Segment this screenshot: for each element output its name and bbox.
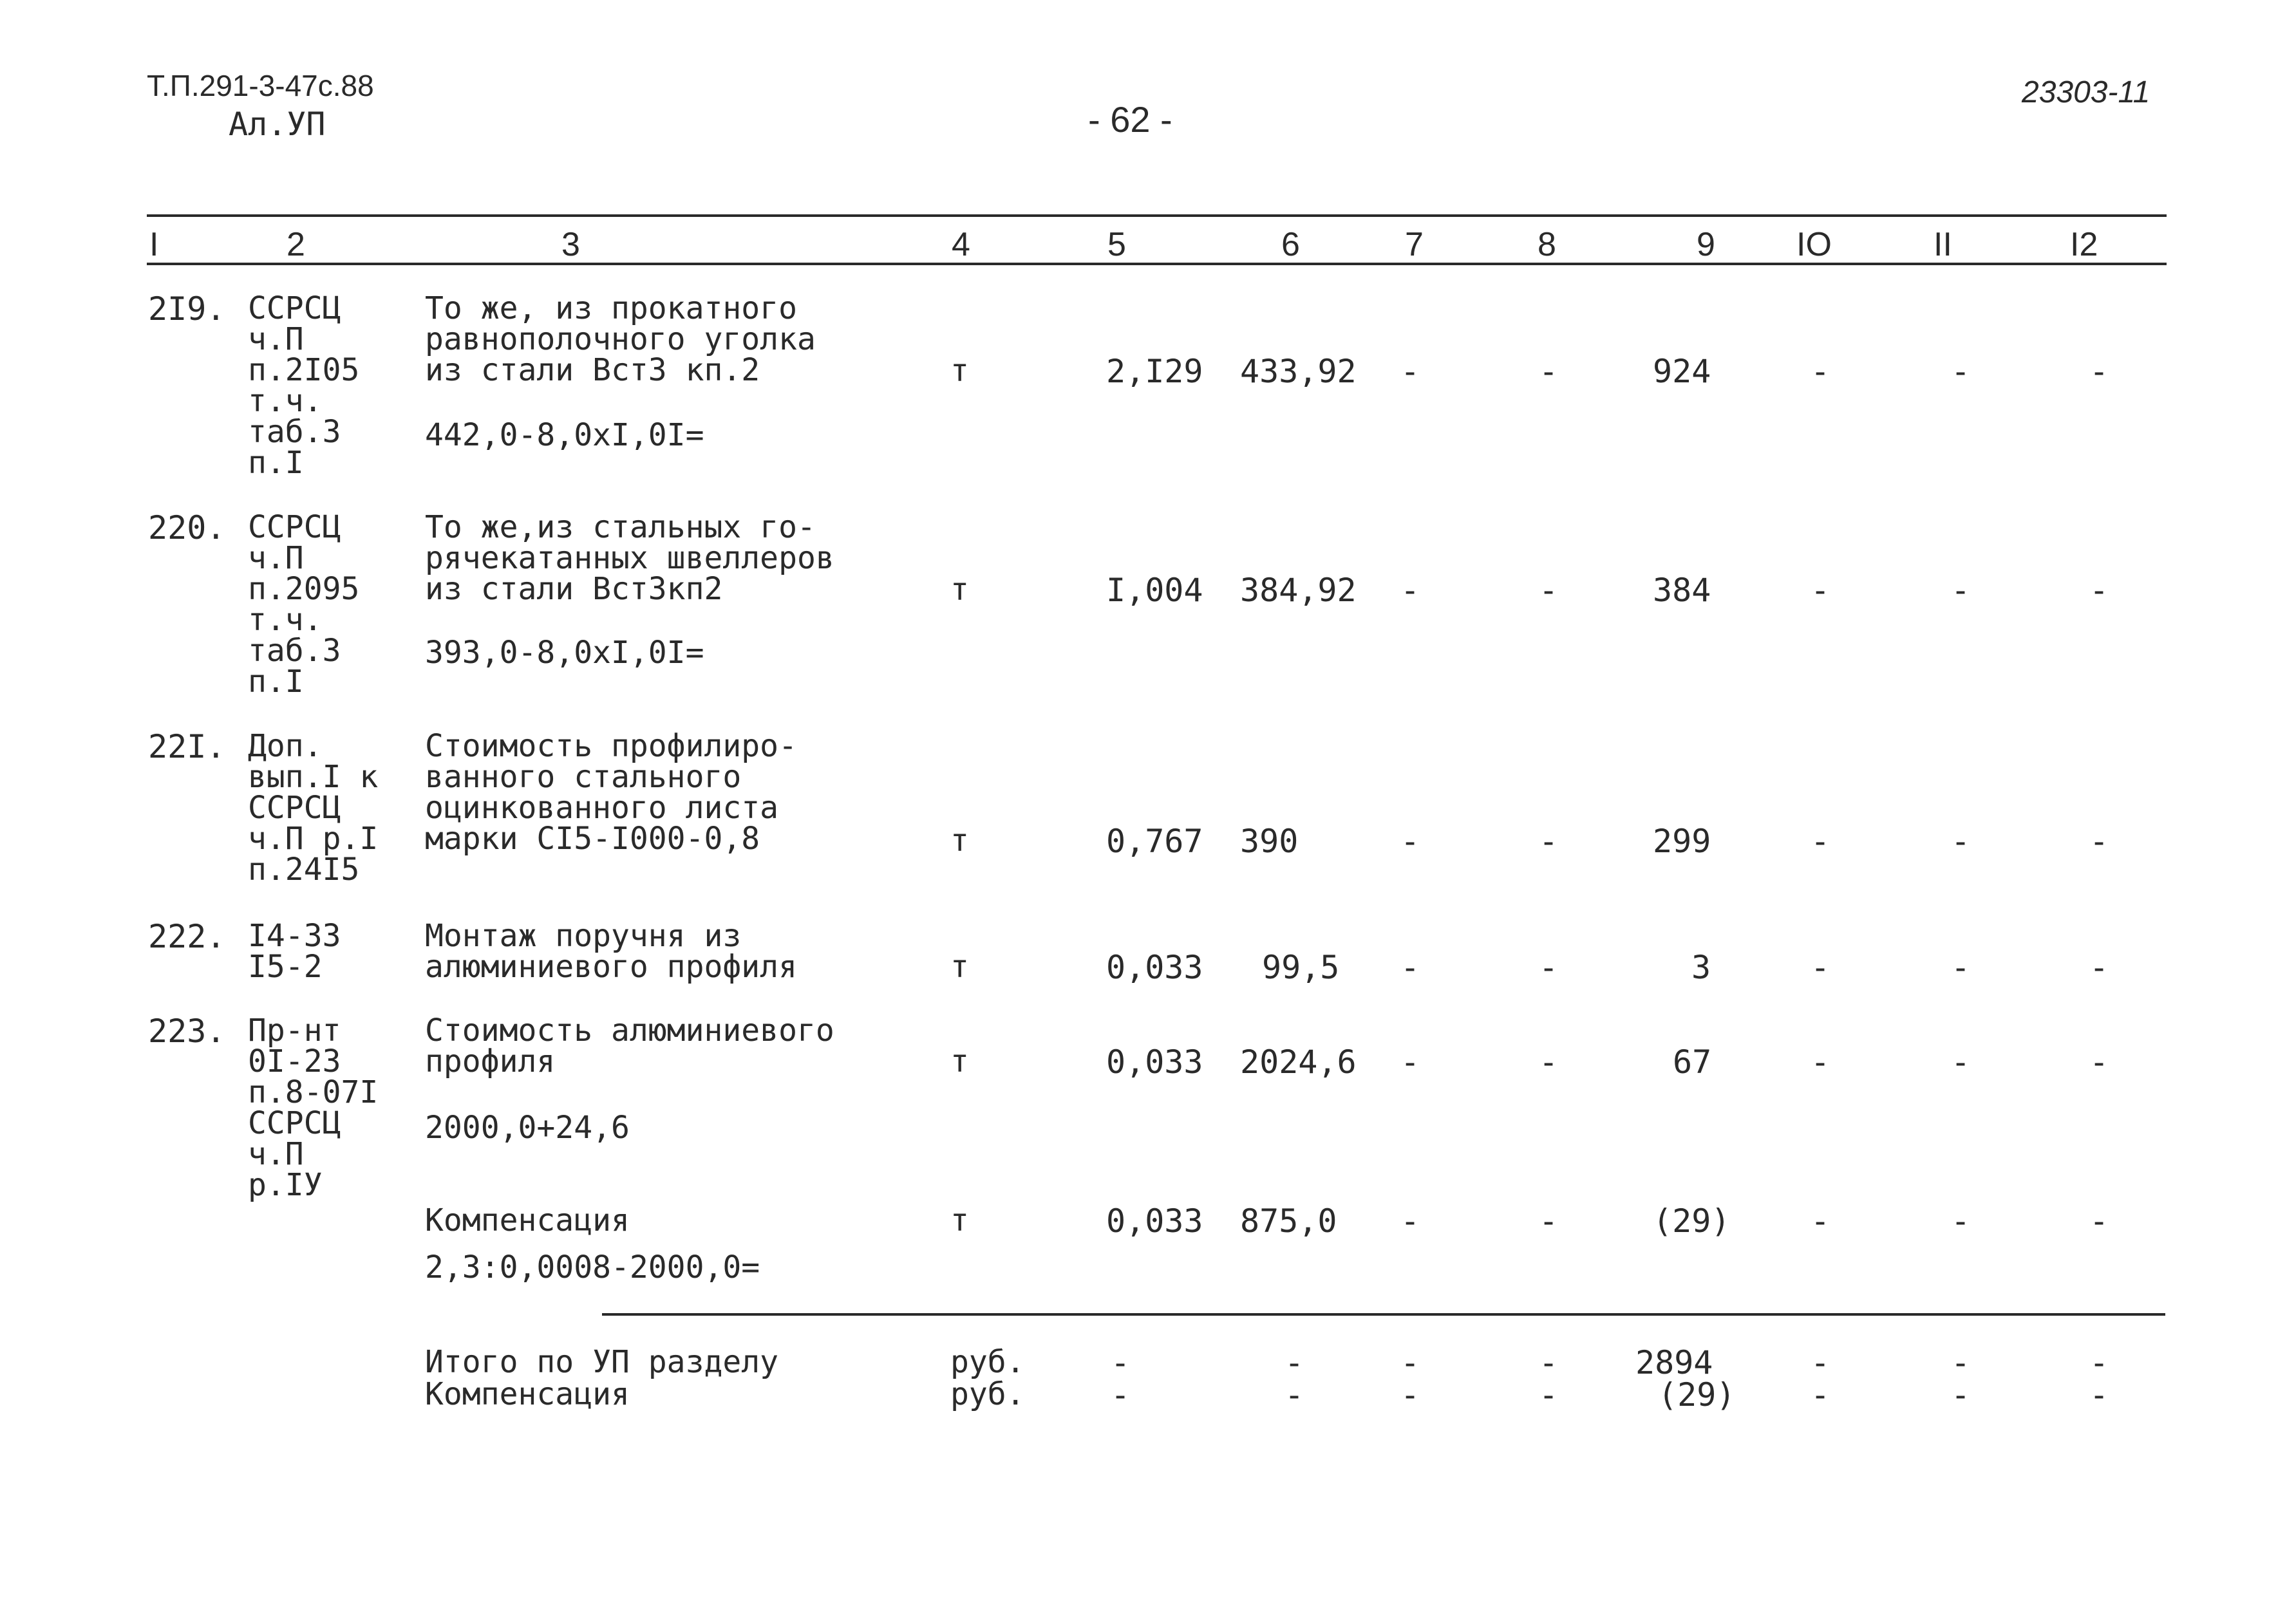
row-description: Стоимость профилиро- ванного стального оцинкованного листа марки СI5-I000-0,8: [425, 728, 797, 857]
row-col9: 299: [1653, 823, 1711, 860]
row-col12: -: [2089, 1202, 2109, 1240]
row-quantity: 2,I29: [1106, 353, 1203, 390]
row-col7: -: [1400, 1202, 1420, 1240]
row-col7: -: [1400, 1043, 1420, 1081]
totals-col6: -: [1284, 1344, 1304, 1381]
row-reference: ССРСЦ ч.П п.2I05 т.ч. таб.3 п.I: [248, 290, 360, 481]
column-header: 6: [1281, 226, 1300, 263]
row-price: 384,92: [1240, 572, 1357, 609]
row-price: 433,92: [1240, 353, 1357, 390]
row-unit: т: [950, 353, 969, 389]
row-description: Стоимость алюминиевого профиля: [425, 1013, 834, 1079]
column-header: II: [1934, 226, 1952, 263]
row-col12: -: [2089, 572, 2109, 609]
row-col12: -: [2089, 353, 2109, 390]
column-header: 2: [287, 226, 305, 263]
album-label: Ал.УП: [229, 106, 326, 143]
row-col9: 3: [1691, 949, 1711, 986]
totals-label: Итого по УП разделу: [425, 1344, 779, 1380]
row-col10: -: [1811, 353, 1830, 390]
totals-col10: -: [1811, 1344, 1830, 1381]
row-col11: -: [1951, 572, 1971, 609]
row-col8: -: [1539, 1043, 1559, 1081]
column-header: I: [149, 226, 159, 263]
row-price: 390: [1240, 823, 1299, 860]
column-header: 8: [1538, 226, 1556, 263]
totals-unit: руб.: [950, 1344, 1025, 1380]
row-price: 2024,6: [1240, 1043, 1357, 1081]
row-unit: т: [950, 823, 969, 859]
document-code: Т.П.291-3-47с.88: [147, 69, 374, 102]
row-number: 223.: [148, 1013, 226, 1050]
row-col8: -: [1539, 572, 1559, 609]
row-col11: -: [1951, 949, 1971, 986]
column-header: 4: [952, 226, 970, 263]
row-col11: -: [1951, 1043, 1971, 1081]
row-col7: -: [1400, 572, 1420, 609]
totals-col7: -: [1400, 1376, 1420, 1414]
row-quantity: 0,033: [1106, 949, 1203, 986]
totals-col12: -: [2089, 1344, 2109, 1381]
totals-rule: [602, 1313, 2165, 1316]
totals-col12: -: [2089, 1376, 2109, 1414]
row-col11: -: [1951, 353, 1971, 390]
totals-col8: -: [1539, 1376, 1559, 1414]
totals-label: Компенсация: [425, 1376, 630, 1412]
row-calculation: 393,0-8,0хI,0I=: [425, 635, 704, 671]
row-price: 875,0: [1240, 1202, 1337, 1240]
totals-col10: -: [1811, 1376, 1830, 1414]
archive-number: 23303-11: [2022, 75, 2150, 109]
row-col12: -: [2089, 1043, 2109, 1081]
row-description: Монтаж поручня из алюминиевого профиля: [425, 918, 797, 985]
page-number: - 62 -: [1088, 99, 1172, 140]
column-header: 7: [1405, 226, 1424, 263]
totals-col5: -: [1111, 1376, 1131, 1414]
table-header-rule: [147, 263, 2167, 265]
row-col12: -: [2089, 949, 2109, 986]
row-calculation: 442,0-8,0хI,0I=: [425, 417, 704, 453]
row-quantity: 0,033: [1106, 1202, 1203, 1240]
row-number: 220.: [148, 509, 226, 546]
totals-col11: -: [1951, 1376, 1971, 1414]
row-col10: -: [1811, 823, 1830, 860]
row-quantity: 0,033: [1106, 1043, 1203, 1081]
row-reference: Пр-нт 0I-23 п.8-07I ССРСЦ ч.П р.IУ: [248, 1013, 379, 1203]
row-col10: -: [1811, 1202, 1830, 1240]
row-col9: (29): [1653, 1202, 1731, 1240]
row-calculation: 2000,0+24,6: [425, 1110, 630, 1146]
row-price: 99,5: [1262, 949, 1340, 986]
row-calculation: 2,3:0,0008-2000,0=: [425, 1249, 760, 1285]
row-unit: т: [950, 1202, 969, 1238]
row-col9: 924: [1653, 353, 1711, 390]
row-number: 2I9.: [148, 290, 226, 328]
totals-col5: -: [1111, 1344, 1131, 1381]
row-reference: Доп. вып.I к ССРСЦ ч.П р.I п.24I5: [248, 728, 379, 888]
row-quantity: I,004: [1106, 572, 1203, 609]
row-col10: -: [1811, 949, 1830, 986]
row-description: То же, из прокатного равнополочного уголка из стали Вст3 кп.2: [425, 290, 816, 388]
column-header: 3: [561, 226, 580, 263]
row-col10: -: [1811, 1043, 1830, 1081]
row-col12: -: [2089, 823, 2109, 860]
totals-col9: (29): [1658, 1376, 1736, 1414]
column-header: IO: [1796, 226, 1832, 263]
row-col11: -: [1951, 823, 1971, 860]
table-top-rule: [147, 214, 2167, 217]
column-header: 9: [1697, 226, 1715, 263]
row-reference: ССРСЦ ч.П п.2095 т.ч. таб.3 п.I: [248, 509, 360, 700]
row-col8: -: [1539, 823, 1559, 860]
row-reference: I4-33 I5-2: [248, 918, 341, 985]
totals-col9: 2894: [1635, 1344, 1713, 1381]
row-col9: 67: [1673, 1043, 1712, 1081]
row-col10: -: [1811, 572, 1830, 609]
row-number: 22I.: [148, 728, 226, 765]
row-col7: -: [1400, 823, 1420, 860]
row-unit: т: [950, 572, 969, 608]
row-unit: т: [950, 1043, 969, 1079]
row-col7: -: [1400, 949, 1420, 986]
totals-col7: -: [1400, 1344, 1420, 1381]
row-col8: -: [1539, 1202, 1559, 1240]
totals-col8: -: [1539, 1344, 1559, 1381]
row-description: То же,из стальных го- рячекатанных швеллеров из стали Вст3кп2: [425, 509, 834, 607]
totals-col6: -: [1284, 1376, 1304, 1414]
row-col7: -: [1400, 353, 1420, 390]
row-col8: -: [1539, 949, 1559, 986]
column-header: I2: [2070, 226, 2098, 263]
row-col8: -: [1539, 353, 1559, 390]
row-quantity: 0,767: [1106, 823, 1203, 860]
row-col9: 384: [1653, 572, 1711, 609]
column-header: 5: [1107, 226, 1126, 263]
row-description: Компенсация: [425, 1202, 630, 1238]
row-col11: -: [1951, 1202, 1971, 1240]
row-number: 222.: [148, 918, 226, 955]
totals-unit: руб.: [950, 1376, 1025, 1412]
row-unit: т: [950, 949, 969, 985]
totals-col11: -: [1951, 1344, 1971, 1381]
